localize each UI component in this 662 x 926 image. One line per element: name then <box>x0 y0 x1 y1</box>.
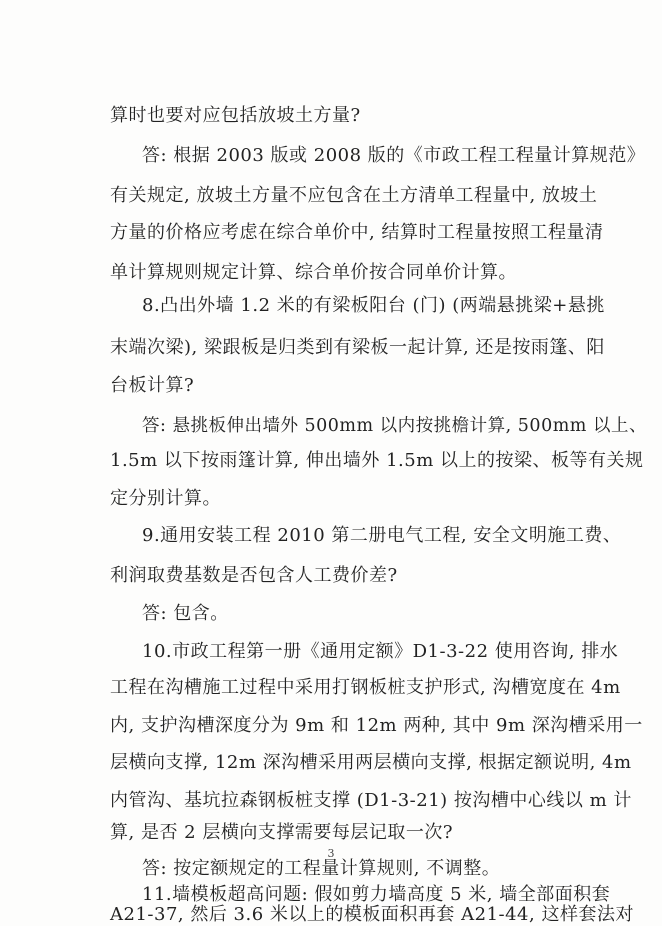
text-line: 答: 按定额规定的工程量计算规则, 不调整。 <box>142 858 501 879</box>
text-line: 台板计算? <box>110 375 195 396</box>
text-line: 层横向支撑, 12m 深沟槽采用两层横向支撑, 根据定额说明, 4m <box>110 752 632 773</box>
text-line: 内管沟、基坑拉森钢板桩支撑 (D1-3-21) 按沟槽中心线以 m 计 <box>110 790 632 811</box>
text-line: 算时也要对应包括放坡土方量? <box>110 105 361 126</box>
text-line: 有关规定, 放坡土方量不应包含在土方清单工程量中, 放坡土 <box>110 185 598 206</box>
text-line: 工程在沟槽施工过程中采用打钢板桩支护形式, 沟槽宽度在 4m <box>110 677 621 698</box>
page-number: 3 <box>327 847 335 860</box>
text-line: 定分别计算。 <box>110 488 221 509</box>
text-line: 答: 根据 2003 版或 2008 版的《市政工程工程量计算规范》 <box>142 145 646 166</box>
text-line: 答: 包含。 <box>142 603 229 624</box>
text-line: 内, 支护沟槽深度分为 9m 和 12m 两种, 其中 9m 深沟槽采用一 <box>110 715 643 736</box>
text-line: 1.5m 以下按雨篷计算, 伸出墙外 1.5m 以上的按梁、板等有关规 <box>110 450 644 471</box>
text-line: 方量的价格应考虑在综合单价中, 结算时工程量按照工程量清 <box>110 222 604 243</box>
text-line: A21-37, 然后 3.6 米以上的模板面积再套 A21-44, 这样套法对 <box>110 904 634 925</box>
text-line: 答: 悬挑板伸出墙外 500mm 以内按挑檐计算, 500mm 以上、 <box>142 416 647 436</box>
text-line: 11.墙模板超高问题: 假如剪力墙高度 5 米, 墙全部面积套 <box>142 884 611 905</box>
text-line: 算, 是否 2 层横向支撑需要每层记取一次? <box>110 822 453 843</box>
text-line: 9.通用安装工程 2010 第二册电气工程, 安全文明施工费、 <box>142 525 622 546</box>
text-line: 10.市政工程第一册《通用定额》D1-3-22 使用咨询, 排水 <box>142 641 619 662</box>
text-line: 末端次梁), 梁跟板是归类到有梁板一起计算, 还是按雨篷、阳 <box>110 337 605 358</box>
text-line: 8.凸出外墙 1.2 米的有梁板阳台 (门) (两端悬挑梁+悬挑 <box>142 295 605 316</box>
text-line: 利润取费基数是否包含人工费价差? <box>110 565 398 586</box>
text-line: 单计算规则规定计算、综合单价按合同单价计算。 <box>110 262 517 283</box>
